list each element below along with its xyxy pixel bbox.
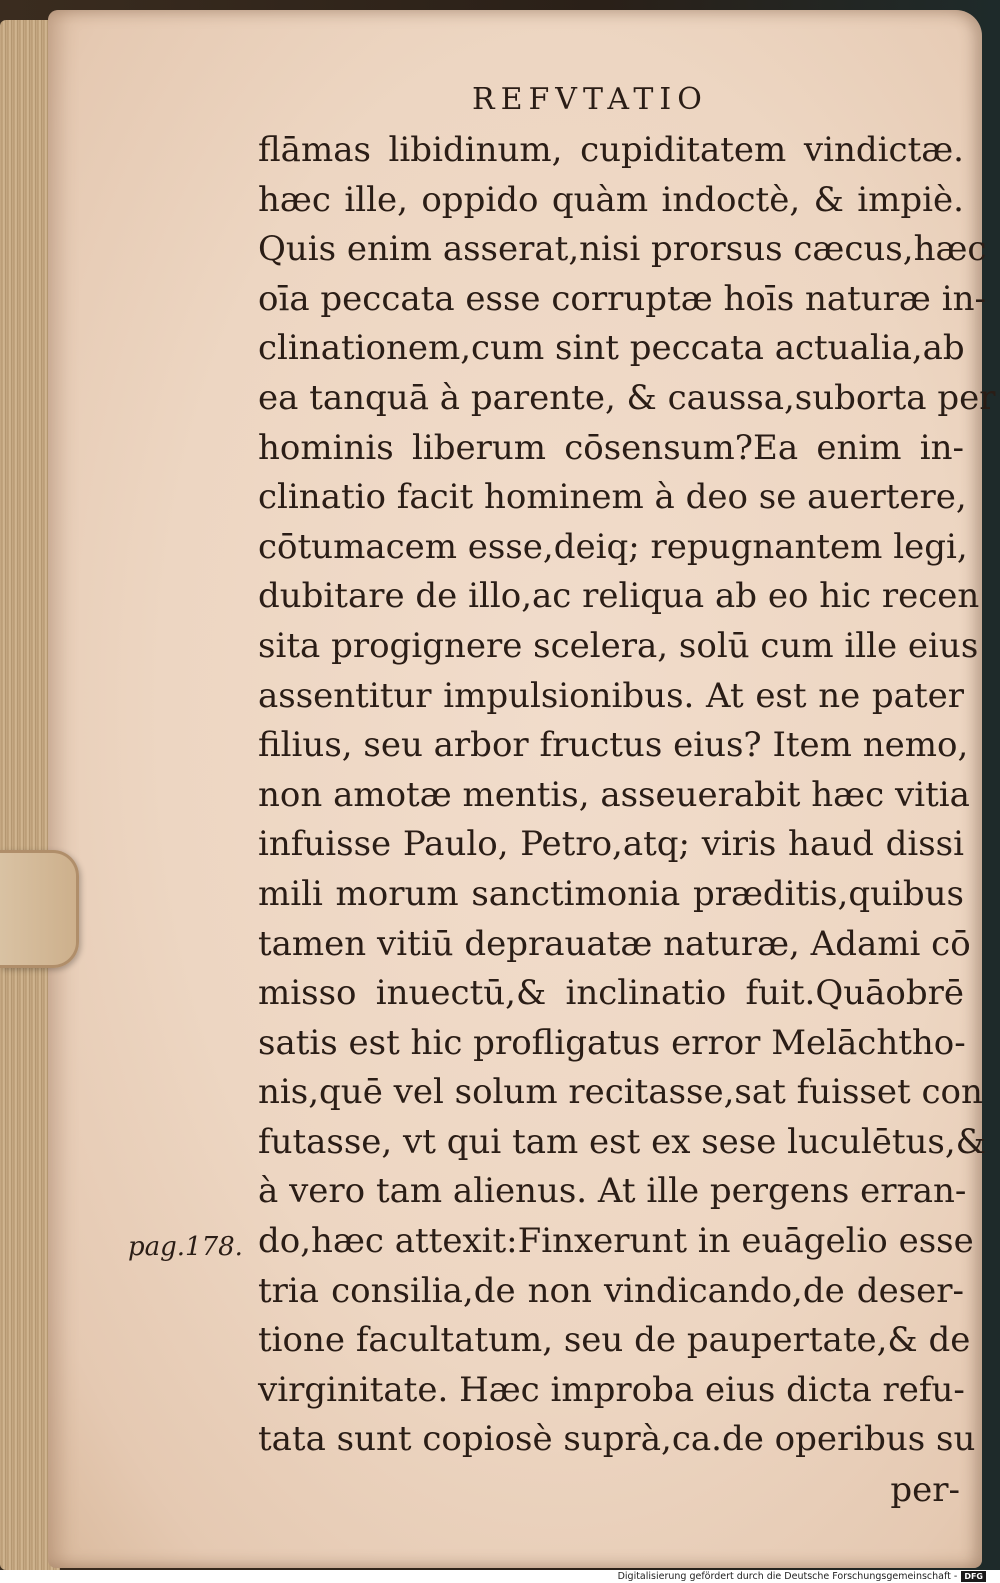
dfg-logo-icon: DFG [961, 1571, 986, 1582]
footer-text: Digitalisierung gefördert durch die Deutsche Forschungsgemeinschaft - [617, 1571, 958, 1582]
text-line: satis est hic profligatus error Melāchtho- [258, 1022, 966, 1063]
text-line: tione facultatum, seu de paupertate,& de [258, 1320, 971, 1361]
marginal-note: pag.178. [128, 1232, 243, 1262]
text-line: nis,quē vel solum recitasse,sat fuisset con [258, 1072, 983, 1113]
text-line: virginitate. Hæc improba eius dicta refu- [258, 1369, 965, 1410]
text-line: sita progignere scelera, solū cum ille eius [258, 625, 979, 666]
text-line: futasse, vt qui tam est ex sese luculētus,& [258, 1121, 986, 1162]
text-line: dubitare de illo,ac reliqua ab eo hic recen [258, 576, 980, 617]
text-line: flāmas libidinum, cupiditatem vindictæ. [258, 130, 964, 170]
text-line: filius, seu arbor fructus eius? Item nemo, [258, 725, 969, 766]
text-line: Quis enim asserat,nisi prorsus cæcus,hæc [258, 229, 987, 270]
text-line: clinatio facit hominem à deo se auertere, [258, 477, 967, 518]
text-line: hæc ille, oppido quàm indoctè, & impiè. [258, 179, 964, 220]
text-line: cōtumacem esse,deiq; repugnantem legi, [258, 526, 968, 567]
text-line: assentitur impulsionibus. At est ne pater [258, 675, 964, 716]
text-line: mili morum sanctimonia præditis,quibus [258, 873, 964, 914]
running-head: REFVTATIO [472, 82, 708, 117]
page-text [258, 126, 996, 1465]
text-line: non amotæ mentis, asseuerabit hæc vitia [258, 774, 970, 815]
text-line: tata sunt copiosè suprà,ca.de operibus su [258, 1419, 976, 1460]
text-line: misso inuectū,& inclinatio fuit.Quāobrē [258, 973, 964, 1014]
catchword: per- [890, 1470, 960, 1510]
text-line: infuisse Paulo, Petro,atq; viris haud dissi [258, 824, 964, 865]
book-clasp [0, 850, 79, 968]
text-line: do,hæc attexit:Finxerunt in euāgelio esse [258, 1221, 974, 1262]
text-line: ea tanquā à parente, & caussa,suborta per [258, 377, 996, 418]
text-line: hominis liberum cōsensum?Ea enim in- [258, 427, 964, 468]
digitization-footer [0, 1570, 1000, 1583]
text-line: tria consilia,de non vindicando,de deser- [258, 1270, 964, 1311]
text-line: tamen vitiū deprauatæ naturæ, Adami cō [258, 923, 971, 964]
text-line: oīa peccata esse corruptæ hoīs naturæ in- [258, 278, 986, 319]
text-line: à vero tam alienus. At ille pergens erran- [258, 1171, 967, 1212]
text-line: clinationem,cum sint peccata actualia,ab [258, 328, 965, 369]
